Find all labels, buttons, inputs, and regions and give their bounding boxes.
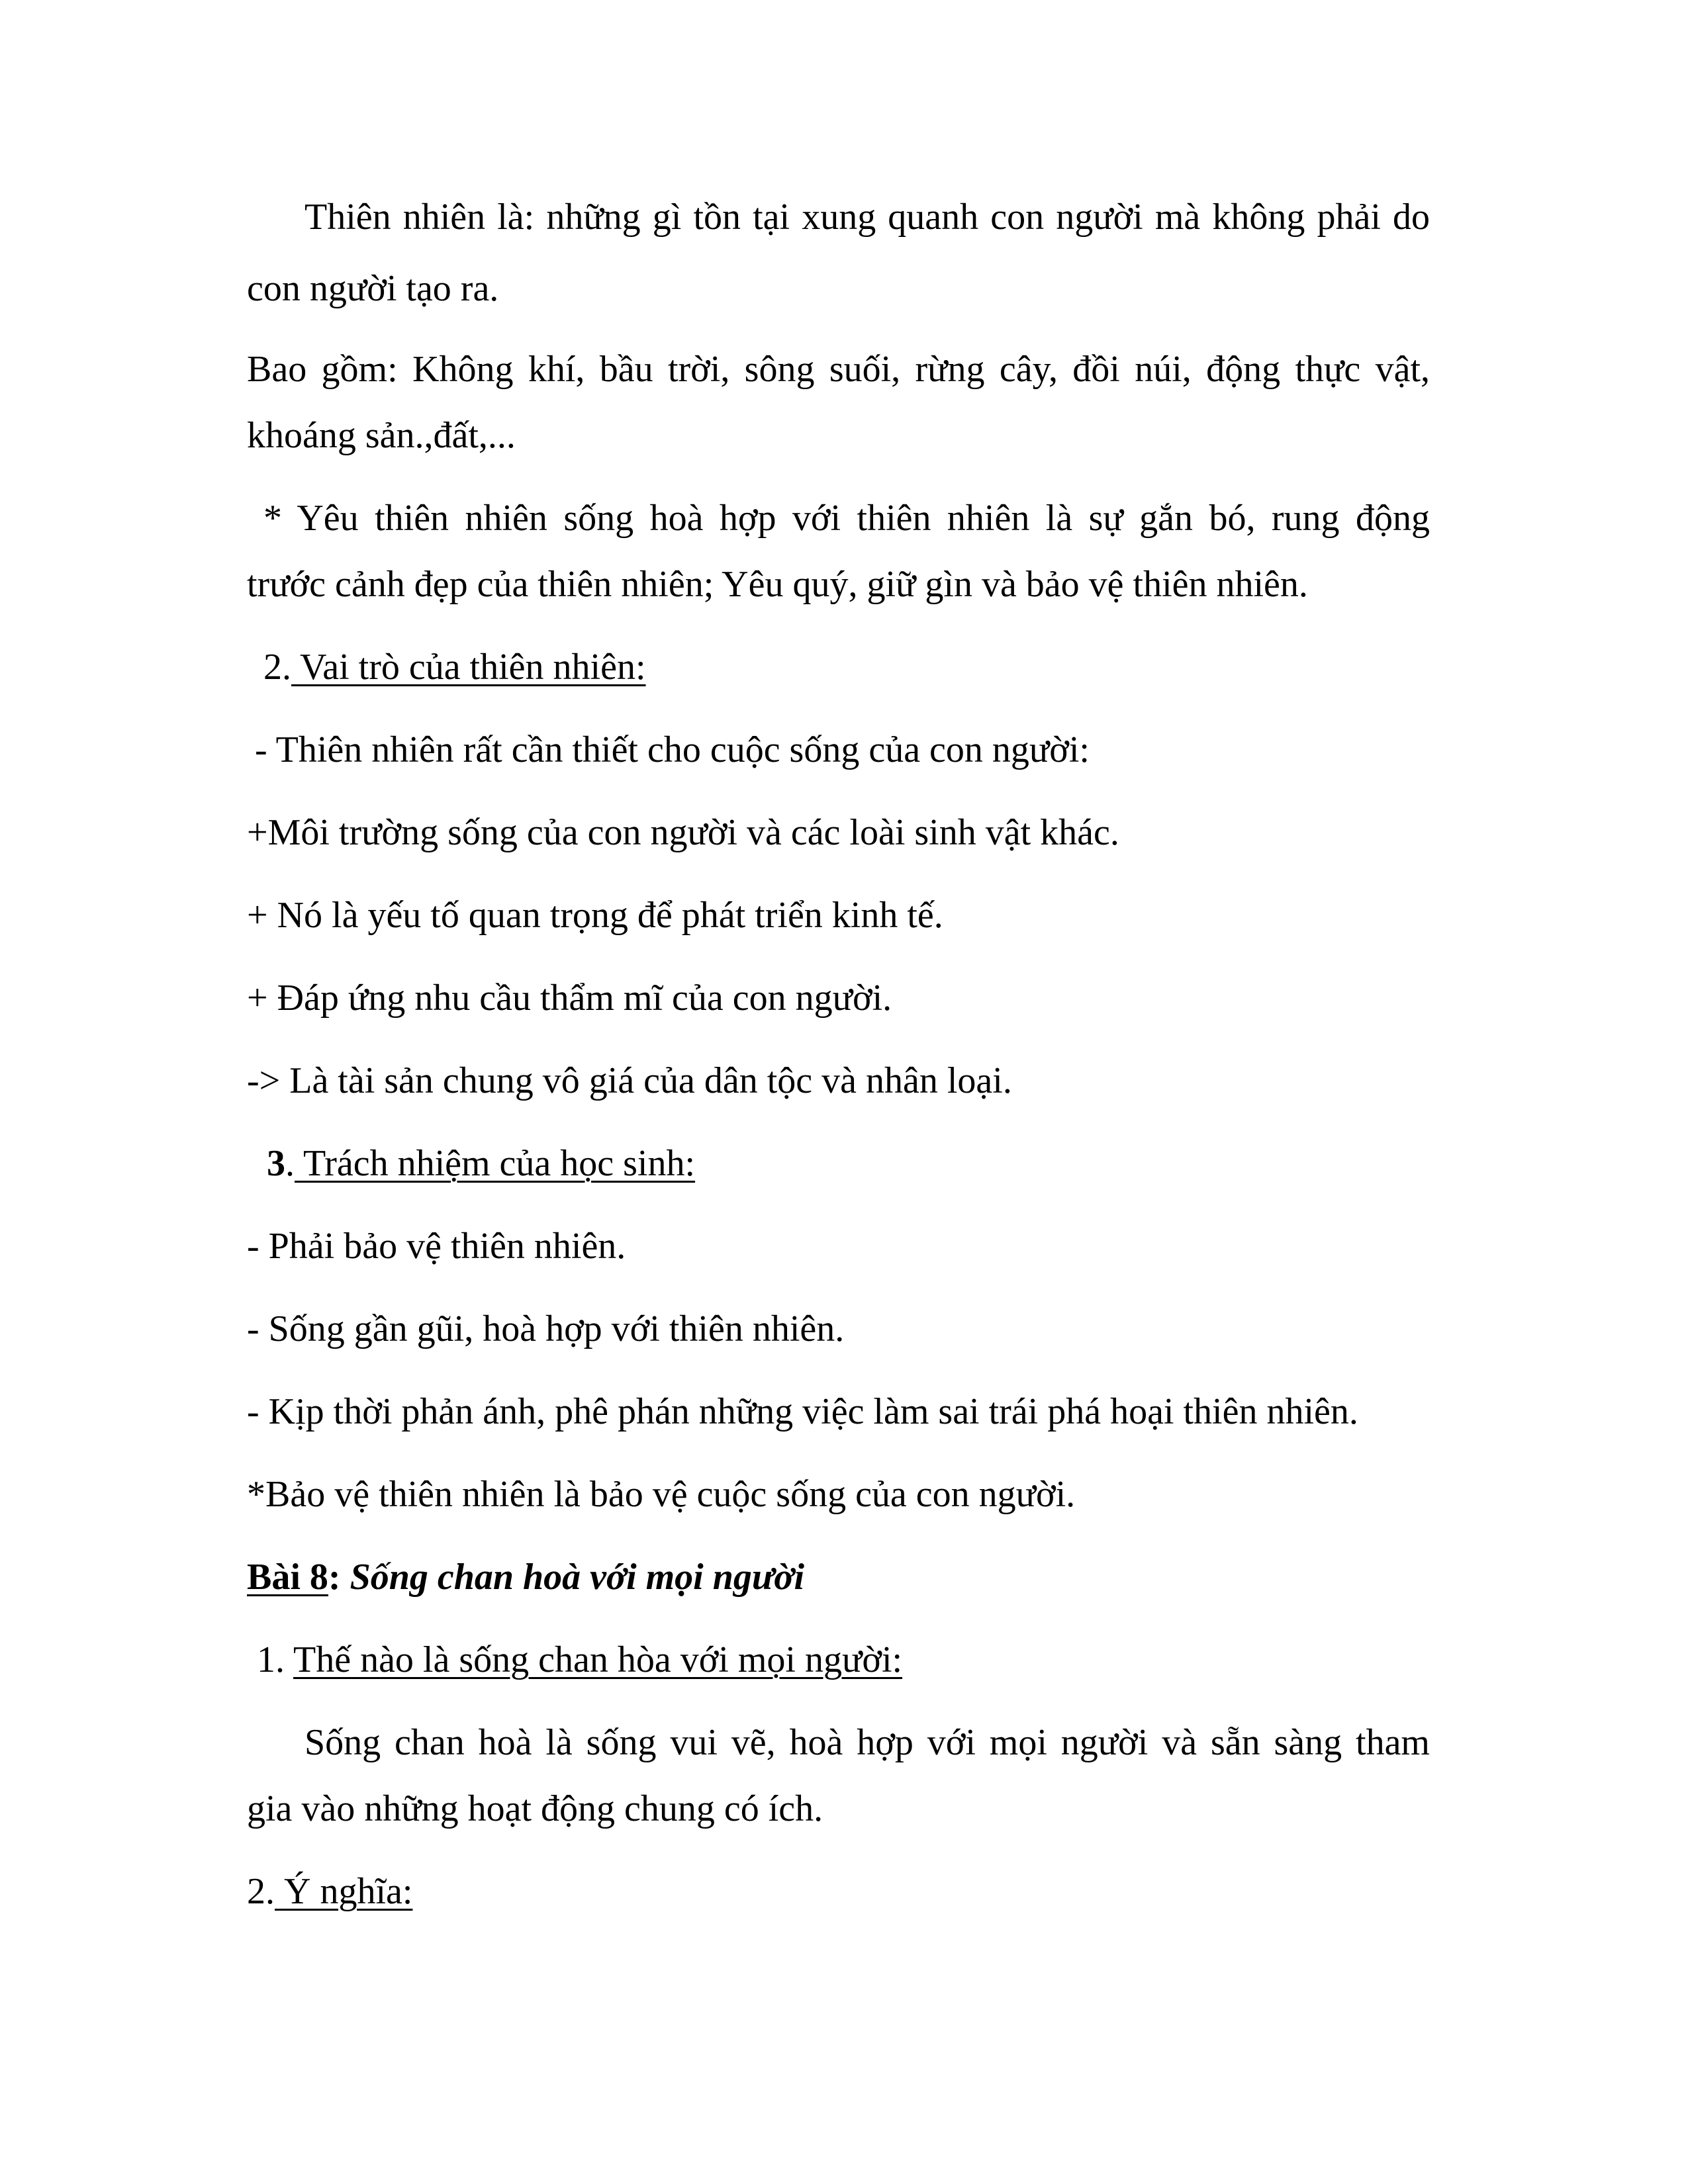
l8-section-1-heading (257, 1641, 902, 1678)
includes-line-2: khoáng sản.,đất,... (247, 415, 516, 456)
lesson-8-label: Bài 8 (247, 1557, 328, 1598)
l8-section-1-number: 1. (257, 1639, 293, 1680)
duty-item: - Kịp thời phản ánh, phê phán những việc làm sai trái phá hoại thiên nhiên. (247, 1391, 1358, 1432)
role-item: -> Là tài sản chung vô giá của dân tộc và nhân loại. (247, 1060, 1012, 1101)
l8-section-1-title: Thế nào là sống chan hòa với mọi người: (293, 1639, 903, 1680)
l8-section-2-number: 2. (247, 1871, 275, 1912)
section-2-number: 2. (263, 647, 291, 688)
love-line-1: * Yêu thiên nhiên sống hoà hợp với thiên nhiên là sự gắn bó, rung động (263, 498, 1430, 539)
includes-line-1: Bao gồm: Không khí, bầu trời, sông suối, rừng cây, đồi núi, động thực vật, (247, 349, 1430, 390)
intro-line-1: Thiên nhiên là: những gì tồn tại xung quanh con người mà không phải do (305, 197, 1430, 238)
role-item: + Nó là yếu tố quan trọng để phát triển kinh tế. (247, 895, 943, 936)
duty-item: - Sống gần gũi, hoà hợp với thiên nhiên. (247, 1308, 845, 1349)
role-intro: - Thiên nhiên rất cần thiết cho cuộc sống của con người: (255, 729, 1090, 770)
section-3-dot: . (285, 1143, 295, 1184)
section-3-heading (267, 1145, 695, 1182)
section-2-heading (263, 649, 646, 686)
l8-section-2-title: Ý nghĩa: (275, 1871, 413, 1912)
section-3-title: Trách nhiệm của học sinh: (295, 1143, 696, 1184)
lesson-8-heading (247, 1559, 804, 1596)
role-item: +Môi trường sống của con người và các loài sinh vật khác. (247, 812, 1119, 853)
section-2-title: Vai trò của thiên nhiên: (291, 647, 646, 688)
l8-definition-line-2: gia vào những hoạt động chung có ích. (247, 1788, 823, 1829)
role-item: + Đáp ứng nhu cầu thẩm mĩ của con người. (247, 978, 892, 1019)
intro-line-2: con người tạo ra. (247, 268, 499, 309)
lesson-8-title: Sống chan hoà với mọi người (340, 1557, 805, 1598)
duty-summary: *Bảo vệ thiên nhiên là bảo vệ cuộc sống của con người. (247, 1474, 1076, 1515)
lesson-8-colon: : (328, 1557, 341, 1598)
love-line-2: trước cảnh đẹp của thiên nhiên; Yêu quý, giữ gìn và bảo vệ thiên nhiên. (247, 564, 1308, 605)
l8-definition-line-1: Sống chan hoà là sống vui vẽ, hoà hợp với mọi người và sẵn sàng tham (305, 1722, 1430, 1763)
section-3-number: 3 (267, 1143, 285, 1184)
l8-section-2-heading (247, 1873, 412, 1910)
duty-item: - Phải bảo vệ thiên nhiên. (247, 1226, 626, 1267)
